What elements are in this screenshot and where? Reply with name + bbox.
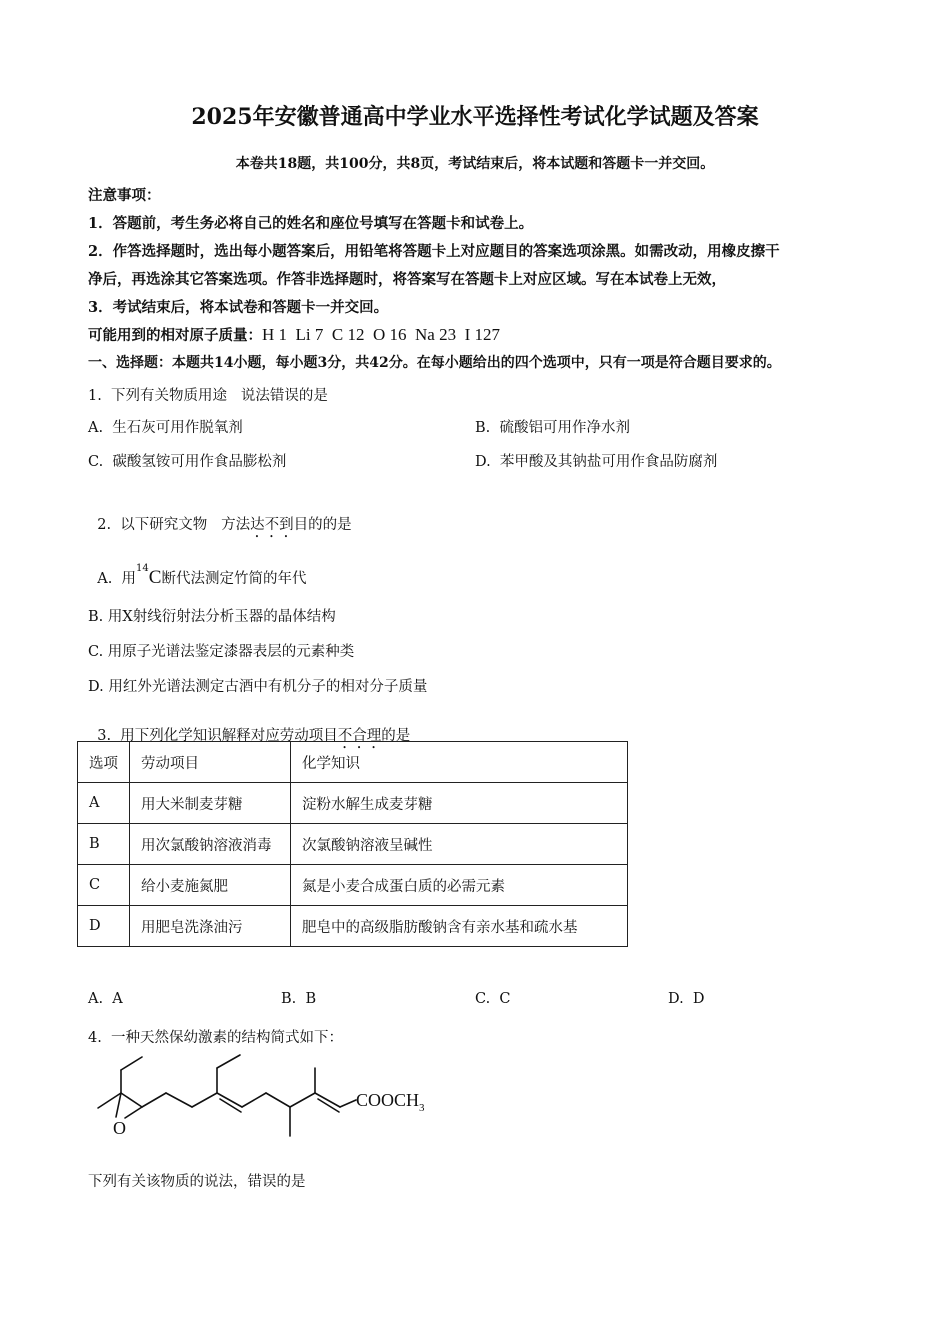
table-cell: 用次氯酸钠溶液消毒 xyxy=(130,824,291,865)
table-cell: 用大米制麦芽糖 xyxy=(130,783,291,824)
table-row xyxy=(78,824,628,865)
question-1-option-d: D. 苯甲酸及其钠盐可用作食品防腐剂 xyxy=(475,454,718,470)
question-1-option-a: A. 生石灰可用作脱氧剂 xyxy=(88,420,243,436)
table-cell: A xyxy=(78,783,130,824)
note-item: 2．作答选择题时，选出每小题答案后，用铅笔将答题卡上对应题目的答案选项涂黑。如需改动，用橡皮擦干 xyxy=(88,243,780,260)
table-cell: D xyxy=(78,906,130,947)
question-3-stem-prefix: 3. 用下列化学知识解释对应劳动项目 xyxy=(97,728,338,744)
question-3-answer-b: B. B xyxy=(281,991,317,1007)
question-2-stem-prefix: 2. 以下研究文物 方法 xyxy=(97,517,251,533)
table-cell: 次氯酸钠溶液呈碱性 xyxy=(291,824,628,865)
table-header-cell: 化学知识 xyxy=(291,742,628,783)
isotope-mass-number: 14 xyxy=(136,563,149,574)
exam-instructions: 本卷共18题，共100分，共8页，考试结束后，将本试题和答题卡一并交回。 xyxy=(235,156,715,172)
ester-group-text: COOCH xyxy=(356,1090,420,1110)
epoxide-oxygen-label: O xyxy=(113,1118,126,1138)
question-3-answer-d: D. D xyxy=(668,991,705,1007)
table-cell: B xyxy=(78,824,130,865)
question-2-option-c: C. 用原子光谱法鉴定漆器表层的元素种类 xyxy=(88,644,355,660)
question-3-answer-c: C. C xyxy=(475,991,511,1007)
section-heading: 一、选择题：本题共14小题，每小题3分，共42分。在每小题给出的四个选项中，只有一项是符合题目要求的。 xyxy=(88,355,781,371)
question-2-stem xyxy=(88,497,352,541)
option-a-suffix: 断代法测定竹简的年代 xyxy=(161,571,307,587)
question-2-option-b: B. 用X射线衍射法分析玉器的晶体结构 xyxy=(88,609,336,625)
table-header-cell: 劳动项目 xyxy=(130,742,291,783)
table-header-cell: 选项 xyxy=(78,742,130,783)
note-item: 3．考试结束后，将本试卷和答题卡一并交回。 xyxy=(88,299,389,316)
isotope-element: C xyxy=(148,567,162,588)
ester-group-subscript: 3 xyxy=(419,1102,425,1114)
question-1-stem: 1. 下列有关物质用途 说法错误的是 xyxy=(88,388,328,404)
table-header-row xyxy=(78,742,628,783)
note-item: 净后，再选涂其它答案选项。作答非选择题时，将答案写在答题卡上对应区域。写在本试卷上无效， xyxy=(88,271,726,288)
table-cell: 肥皂中的高级脂肪酸钠含有亲水基和疏水基 xyxy=(291,906,628,947)
question-1-option-c: C. 碳酸氢铵可用作食品膨松剂 xyxy=(88,454,287,470)
table-row xyxy=(78,865,628,906)
table-cell: 淀粉水解生成麦芽糖 xyxy=(291,783,628,824)
table-row xyxy=(78,906,628,947)
knowledge-table xyxy=(77,741,628,947)
question-2-option-d: D. 用红外光谱法测定古酒中有机分子的相对分子质量 xyxy=(88,679,428,695)
option-a-prefix: A. 用 xyxy=(97,571,137,587)
emphasis-text: 达不到 xyxy=(250,517,294,533)
structural-formula xyxy=(88,1048,468,1148)
table-cell: 氮是小麦合成蛋白质的必需元素 xyxy=(291,865,628,906)
question-4-stem: 4. 一种天然保幼激素的结构简式如下： xyxy=(88,1030,344,1046)
page-title: 2025年安徽普通高中学业水平选择性考试化学试题及答案 xyxy=(191,104,759,130)
atomic-mass-label: 可能用到的相对原子质量： xyxy=(88,327,262,344)
atomic-mass-line xyxy=(88,324,500,345)
emphasis-text: 不合理 xyxy=(337,728,382,744)
table-cell: 给小麦施氮肥 xyxy=(130,865,291,906)
notes-heading: 注意事项： xyxy=(88,187,161,204)
question-2-stem-suffix: 目的的是 xyxy=(293,517,352,533)
ester-group-label xyxy=(356,1090,425,1114)
question-2-option-a xyxy=(88,551,306,589)
question-1-option-b: B. 硫酸铝可用作净水剂 xyxy=(475,420,630,436)
question-3-answer-a: A. A xyxy=(88,991,123,1007)
table-row xyxy=(78,783,628,824)
question-3-stem-suffix: 的是 xyxy=(381,728,411,744)
table-cell: 用肥皂洗涤油污 xyxy=(130,906,291,947)
note-item: 1．答题前，考生务必将自己的姓名和座位号填写在答题卡和试卷上。 xyxy=(88,215,534,232)
table-cell: C xyxy=(78,865,130,906)
atomic-mass-values: H 1 Li 7 C 12 O 16 Na 23 I 127 xyxy=(262,325,500,344)
question-4-follow: 下列有关该物质的说法，错误的是 xyxy=(88,1174,306,1190)
